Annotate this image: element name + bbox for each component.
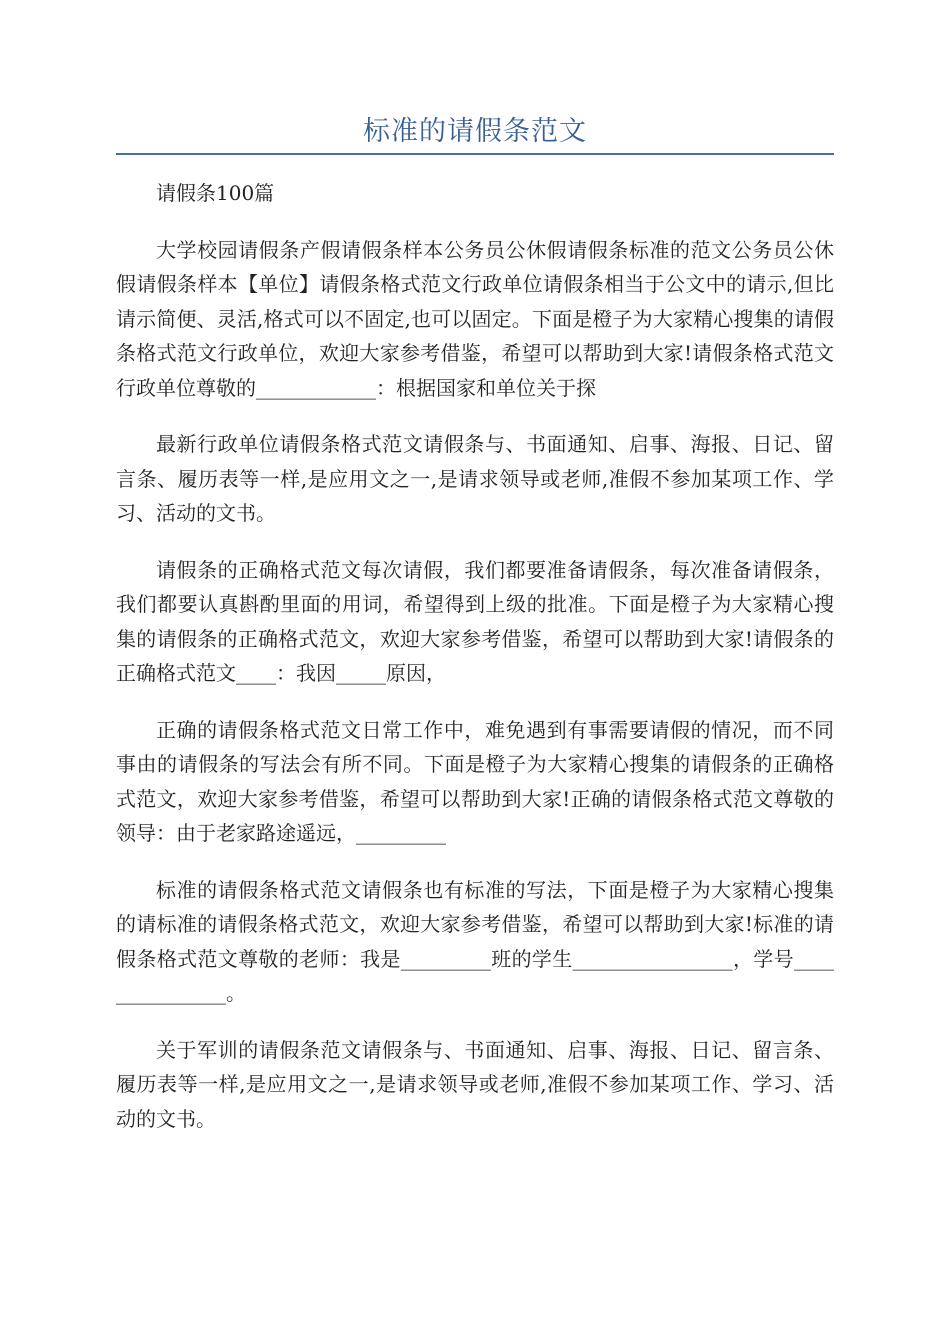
document-title: 标准的请假条范文 (363, 116, 587, 147)
paragraph-1: 大学校园请假条产假请假条样本公务员公休假请假条标准的范文公务员公休假请假条样本【单位】请假条格式范文行政单位请假条相当于公文中的请示,但比请示简便、灵活,格式可以不固定,也可以固定。下面是橙子为大家精心搜集的请假条格式范文行政单位，欢迎大家参考借鉴，希望可以帮助到大家!请假条格式范文行政单位尊敬的____________：根据国家和单位关于探 (116, 237, 834, 400)
paragraph-2: 最新行政单位请假条格式范文请假条与、书面通知、启事、海报、日记、留言条、履历表等一样,是应用文之一,是请求领导或老师,准假不参加某项工作、学习、活动的文书。 (116, 432, 834, 525)
document-subtitle: 请假条100篇 (156, 181, 275, 205)
paragraph-4: 正确的请假条格式范文日常工作中，难免遇到有事需要请假的情况，而不同事由的请假条的写法会有所不同。下面是橙子为大家精心搜集的请假条的正确格式范文，欢迎大家参考借鉴，希望可以帮助到大家!正确的请假条格式范文尊敬的领导：由于老家路途遥远，_________ (116, 717, 834, 845)
paragraph-6: 关于军训的请假条范文请假条与、书面通知、启事、海报、日记、留言条、履历表等一样,是应用文之一,是请求领导或老师,准假不参加某项工作、学习、活动的文书。 (116, 1037, 834, 1131)
document-body (116, 176, 834, 1158)
paragraph-5: 标准的请假条格式范文请假条也有标准的写法，下面是橙子为大家精心搜集的请标准的请假条格式范文，欢迎大家参考借鉴，希望可以帮助到大家!标准的请假条格式范文尊敬的老师：我是_________班的学生________________，学号_______________。 (116, 877, 834, 1005)
title-underline (116, 153, 834, 155)
paragraph-3: 请假条的正确格式范文每次请假，我们都要准备请假条，每次准备请假条，我们都要认真斟酌里面的用词，希望得到上级的批准。下面是橙子为大家精心搜集的请假条的正确格式范文，欢迎大家参考借鉴，希望可以帮助到大家!请假条的正确格式范文____：我因_____原因， (116, 557, 834, 685)
